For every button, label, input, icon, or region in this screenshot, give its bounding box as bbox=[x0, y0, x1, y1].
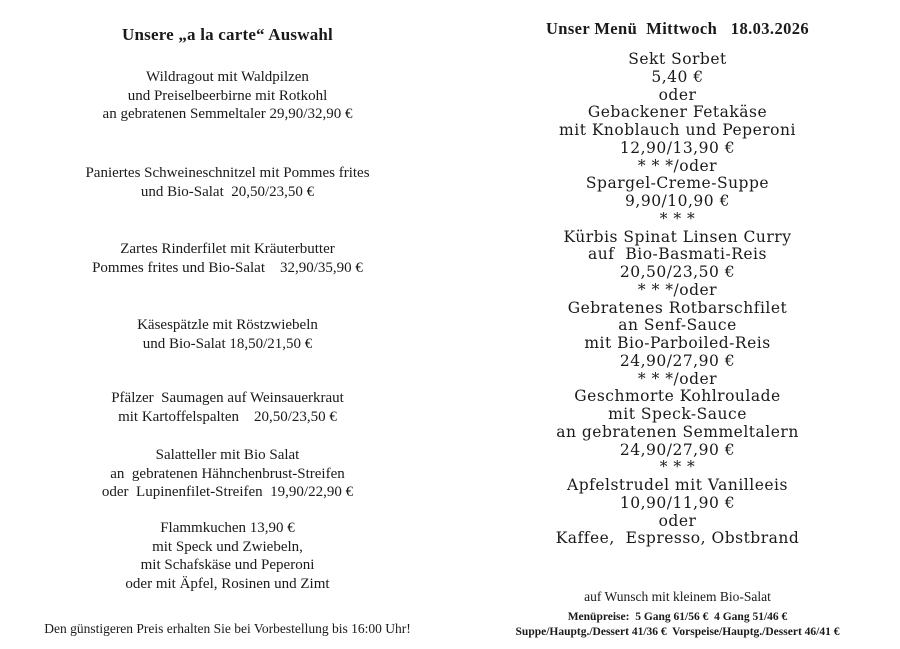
menu-line: * * * bbox=[659, 458, 696, 477]
menu-line: Sekt Sorbet bbox=[628, 50, 727, 68]
menu-line: * * */oder bbox=[637, 156, 718, 175]
menu-line: oder bbox=[658, 511, 697, 530]
menu-line: 9,90/10,90 € bbox=[625, 192, 730, 210]
a-la-carte-title: Unsere „a la carte“ Auswahl bbox=[122, 25, 333, 44]
menu-line: Kürbis Spinat Linsen Curry bbox=[563, 227, 792, 246]
menu-line: mit Bio-Parboiled-Reis bbox=[584, 334, 771, 352]
menu-line: * * */oder bbox=[637, 369, 718, 388]
menu-line: Gebackener Fetakäse bbox=[587, 103, 768, 122]
dish-line: Wildragout mit Waldpilzen bbox=[146, 69, 309, 85]
dish-line: Flammkuchen 13,90 € bbox=[160, 520, 295, 536]
dish-item bbox=[0, 316, 455, 353]
dish-line: Paniertes Schweineschnitzel mit Pommes frites bbox=[85, 165, 370, 181]
menu-prices bbox=[455, 610, 900, 640]
menu-line: * * */oder bbox=[637, 280, 718, 299]
bio-salad-note: auf Wunsch mit kleinem Bio-Salat bbox=[584, 589, 771, 604]
dish-item bbox=[0, 240, 455, 277]
menu-line: an gebratenen Semmeltalern bbox=[556, 422, 799, 441]
menu-price-line: Menüpreise: 5 Gang 61/56 € 4 Gang 51/46 € bbox=[567, 611, 788, 623]
dish-line: Salatteller mit Bio Salat bbox=[155, 447, 300, 463]
menu-line: 12,90/13,90 € bbox=[619, 138, 736, 157]
menu-line: 20,50/23,50 € bbox=[619, 263, 736, 281]
dish-item bbox=[0, 389, 455, 426]
menu-line: 10,90/11,90 € bbox=[619, 493, 736, 512]
menu-line: mit Speck-Sauce bbox=[608, 405, 747, 423]
dish-line: Käsespätzle mit Röstzwiebeln bbox=[137, 317, 318, 333]
menu-line: * * * bbox=[659, 209, 696, 228]
menu-line: 5,40 € bbox=[651, 67, 704, 86]
menu-line: Spargel-Creme-Suppe bbox=[585, 174, 770, 193]
daily-menu-column bbox=[455, 0, 900, 649]
dish-line: an gebratenen Semmeltaler 29,90/32,90 € bbox=[102, 106, 353, 122]
menu-line: Kaffee, Espresso, Obstbrand bbox=[555, 529, 800, 548]
dish-line: und Bio-Salat 20,50/23,50 € bbox=[140, 183, 315, 200]
menu-line: 24,90/27,90 € bbox=[619, 351, 736, 370]
menu-line: oder bbox=[658, 85, 697, 104]
dish-item bbox=[0, 446, 455, 502]
dish-line: oder Lupinenfilet-Streifen 19,90/22,90 € bbox=[101, 484, 354, 500]
dish-line: oder mit Äpfel, Rosinen und Zimt bbox=[125, 575, 330, 592]
dish-item bbox=[0, 519, 455, 593]
preorder-note: Den günstigeren Preis erhalten Sie bei Vorbestellung bis 16:00 Uhr! bbox=[44, 621, 411, 636]
menu-line: mit Knoblauch und Peperoni bbox=[559, 121, 796, 139]
menu-line: auf Bio-Basmati-Reis bbox=[588, 245, 767, 264]
dish-line: und Bio-Salat 18,50/21,50 € bbox=[142, 335, 313, 352]
dish-line: mit Kartoffelspalten 20,50/23,50 € bbox=[118, 408, 337, 425]
dish-item bbox=[0, 68, 455, 124]
menu-line: an Senf-Sauce bbox=[618, 316, 737, 335]
menu-line: Apfelstrudel mit Vanilleeis bbox=[567, 476, 788, 494]
menu-line: Geschmorte Kohlroulade bbox=[574, 387, 781, 406]
menu-line: 24,90/27,90 € bbox=[619, 440, 736, 459]
dish-line: an gebratenen Hähnchenbrust-Streifen bbox=[110, 465, 345, 482]
dish-line: Zartes Rinderfilet mit Kräuterbutter bbox=[120, 241, 335, 257]
dish-line: Pfälzer Saumagen auf Weinsauerkraut bbox=[111, 390, 344, 406]
menu-line: Gebratenes Rotbarschfilet bbox=[567, 298, 788, 317]
dish-line: mit Speck und Zwiebeln, bbox=[152, 538, 303, 555]
dish-item bbox=[0, 164, 455, 201]
dish-line: Pommes frites und Bio-Salat 32,90/35,90 € bbox=[92, 259, 363, 276]
daily-menu-list bbox=[455, 51, 900, 548]
dish-line: und Preiselbeerbirne mit Rotkohl bbox=[127, 87, 328, 104]
dish-line: mit Schafskäse und Peperoni bbox=[140, 557, 315, 573]
daily-menu-header: Unser Menü Mittwoch 18.03.2026 bbox=[545, 19, 810, 38]
menu-price-line: Suppe/Hauptg./Dessert 41/36 € Vorspeise/Hauptg./Dessert 46/41 € bbox=[515, 626, 840, 638]
